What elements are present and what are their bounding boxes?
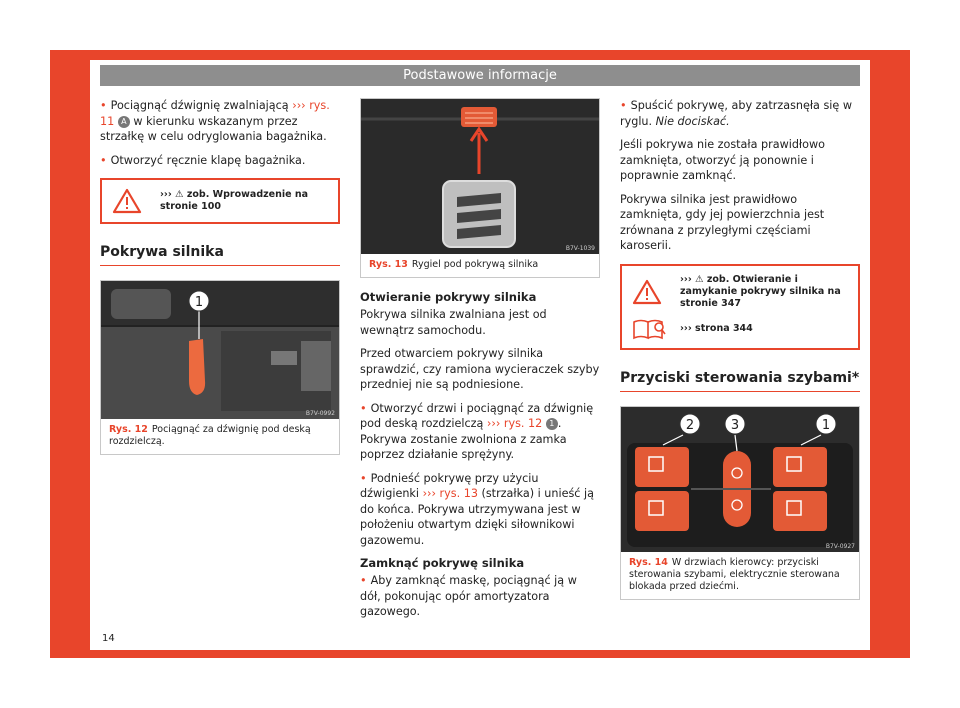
info-text: ››› strona 344 — [680, 322, 753, 334]
step-pull-lever: • Otworzyć drzwi i pociągnąć za dźwignię pod deską rozdzielczą ››› rys. 12 1 . Pokrywa zostanie zwolniona z zamka poprzez działanie sprężyny. — [360, 401, 600, 463]
hood-release-lever-illustration — [101, 281, 339, 419]
warning-box — [620, 264, 860, 350]
figure-14-image — [621, 407, 859, 552]
subheading-close-hood: Zamknąć pokrywę silnika — [360, 556, 525, 570]
figure-link[interactable]: ››› rys. 12 — [486, 417, 543, 430]
marker-badge: 1 — [546, 418, 558, 430]
paragraph: Pokrywa silnika zwalniana jest od wewnątrz samochodu. — [360, 308, 547, 337]
section-title-window-buttons: Przyciski sterowania szybami* — [620, 370, 860, 392]
window-switches-illustration — [621, 407, 859, 552]
column-2 — [360, 98, 600, 628]
figure-13-image — [361, 99, 599, 254]
warning-icon — [112, 188, 142, 214]
step-release-lever: • Pociągnąć dźwignię zwalniającą ››› rys. 11 A w kierunku wskazanym przez strzałkę w celu odryglowania bagażnika. — [100, 98, 340, 145]
subheading-open-hood: Otwieranie pokrywy silnika — [360, 290, 537, 304]
paragraph: Pokrywa silnika jest prawidłowo zamknięta, gdy jej powierzchnia jest zrównana z przyległymi częściami karoserii. — [620, 192, 825, 252]
figure-link[interactable]: ››› rys. 13 — [422, 487, 478, 500]
figure-code: B7V-1039 — [565, 245, 595, 252]
figure-code: B7V-0992 — [305, 410, 335, 417]
page-header: Podstawowe informacje — [100, 65, 860, 86]
paragraph: Przed otwarciem pokrywy silnika sprawdzić, czy ramiona wycieraczek szyby przedniej nie są podniesione. — [360, 347, 600, 391]
info-row — [632, 318, 848, 340]
page-number: 14 — [102, 633, 115, 644]
figure-code: B7V-0927 — [825, 542, 855, 550]
warning-text: ››› ⚠ zob. Wprowadzenie na stronie 100 — [160, 189, 309, 212]
callout-label: 1 — [821, 417, 831, 433]
figure-12-image — [101, 281, 339, 419]
step-lift-hood: • Podnieść pokrywę przy użyciu dźwigienki ››› rys. 13 (strzałka) i unieść ją do końca. Pokrywa utrzymywana jest w położeniu otwartym dzięki siłownikowi gazowemu. — [360, 471, 600, 549]
step-drop-hood: • Spuścić pokrywę, aby zatrzasnęła się w ryglu. Nie dociskać. — [620, 98, 860, 129]
column-3 — [620, 98, 860, 612]
section-title-hood: Pokrywa silnika — [100, 244, 340, 266]
callout-label: 2 — [685, 417, 695, 433]
manual-page — [90, 60, 870, 650]
warning-text: ››› ⚠ zob. Otwieranie i zamykanie pokrywy silnika na stronie 347 — [680, 273, 841, 309]
warning-row — [632, 274, 848, 310]
figure-12 — [100, 280, 340, 455]
warning-box — [100, 178, 340, 224]
book-info-icon — [632, 318, 666, 340]
marker-badge: A — [118, 116, 130, 128]
column-1 — [100, 98, 340, 467]
step-close-hood: • Aby zamknąć maskę, pociągnąć ją w dół, pokonując opór amortyzatora gazowego. — [360, 573, 600, 620]
hood-latch-illustration — [361, 99, 599, 254]
step-open-tailgate: • Otworzyć ręcznie klapę bagażnika. — [100, 153, 340, 169]
figure-link[interactable]: ››› rys. 11 — [100, 99, 330, 128]
callout-label: 1 — [194, 295, 204, 310]
callout-label: 3 — [730, 417, 740, 433]
figure-caption: Rys. 12 Pociągnąć za dźwignię pod deską rozdzielczą. — [109, 424, 311, 447]
figure-caption: Rys. 13 Rygiel pod pokrywą silnika — [369, 259, 539, 270]
figure-13 — [360, 98, 600, 278]
figure-caption: Rys. 14 W drzwiach kierowcy: przyciski sterowania szybami, elektrycznie sterowana blokada przed dziećmi. — [629, 556, 840, 592]
figure-14 — [620, 406, 860, 600]
paragraph: Jeśli pokrywa nie została prawidłowo zamknięta, otworzyć ją ponownie i poprawnie zamknąć. — [620, 138, 825, 182]
warning-icon — [632, 279, 662, 305]
